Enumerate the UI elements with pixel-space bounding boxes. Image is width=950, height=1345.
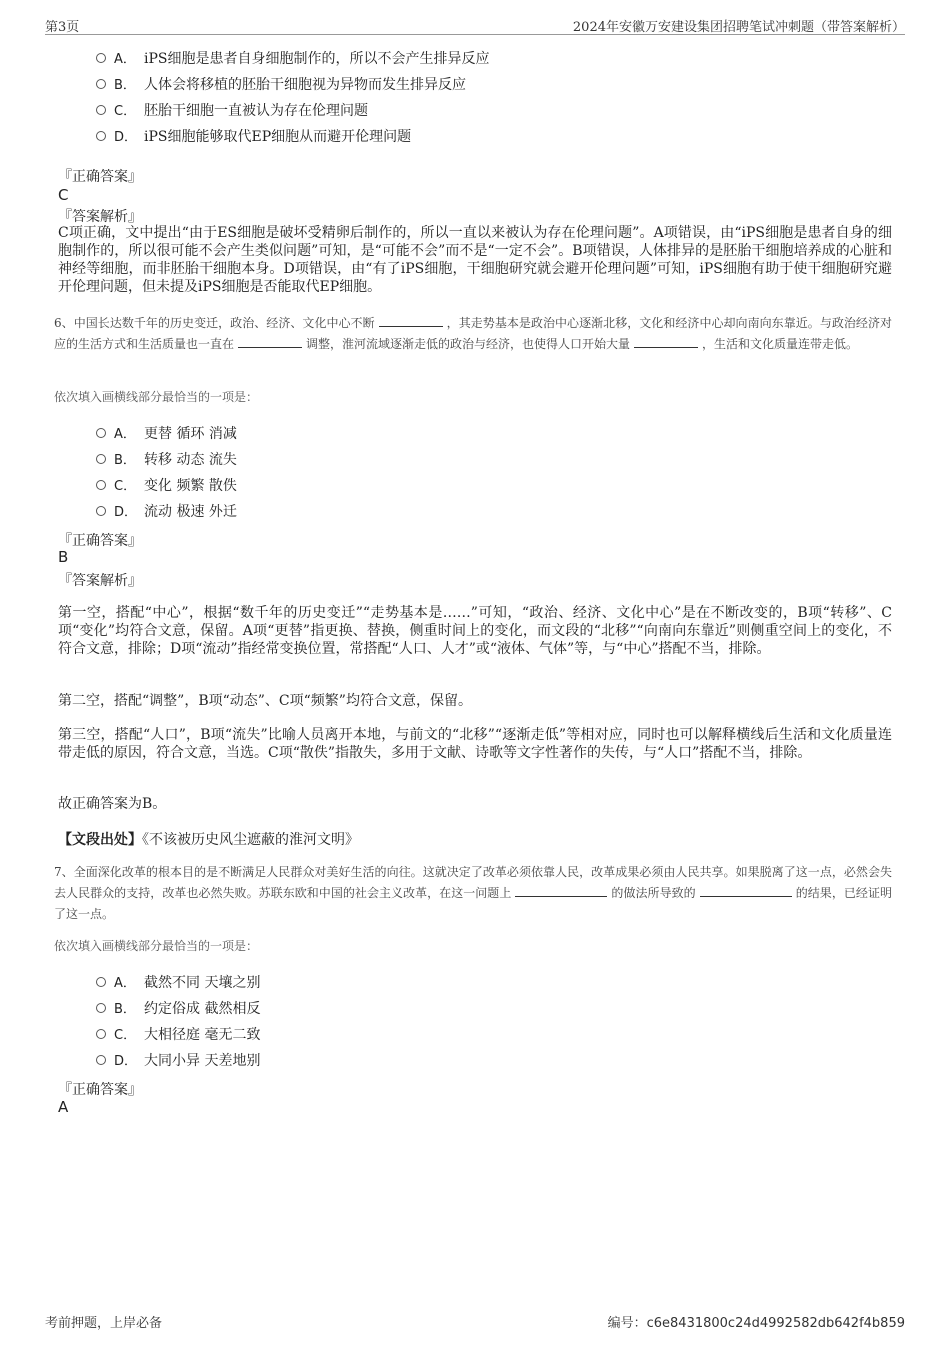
q6-analysis-para-1: 第一空，搭配“中心”，根据“数千年的历史变迁”“走势基本是……”可知，“政治、经济、文化中心”是在不断改变的，B项“转移”、C项“变化”均符合文意，保留。A项“更替”指更换、替换，侧重时间上的变化，而文段的“北移”“向南向东靠近”则侧重空间上的变化，不符合文意，排除；D项“流动”指经常变换位置，常搭配“人口、人才”或“液体、气体”等，与“中心”搭配不当，排除。 (58, 605, 892, 657)
q5-option-c[interactable]: C． 胚胎干细胞一直被认为存在伦理问题 (96, 100, 368, 122)
page-header (45, 14, 905, 35)
q6-answer: B (58, 548, 69, 566)
q5-option-d[interactable]: D． iPS细胞能够取代EP细胞从而避开伦理问题 (96, 126, 411, 148)
radio-icon[interactable] (96, 105, 106, 115)
q5-answer: C (58, 186, 69, 204)
q6-prompt: 依次填入画横线部分最恰当的一项是： (54, 390, 259, 404)
radio-icon[interactable] (96, 454, 106, 464)
q5-analysis: C项正确，文中提出“由于ES细胞是破坏受精卵后制作的，所以一直以来被认为存在伦理问题”。A项错误，由“iPS细胞是患者自身的细胞制作的，所以很可能不会产生类似问题”可知，是“可能不会”而不是“一定不会”。B项错误，人体排异的是胚胎干细胞培养成的心脏和神经等细胞，而非胚胎干细胞本身。D项错误，由“有了iPS细胞，干细胞研究就会避开伦理问题”可知，iPS细胞有助于使干细胞研究避开伦理问题，但未提及iPS细胞是否能取代EP细胞。 (58, 225, 892, 295)
q5-answer-label: 『正确答案』 (58, 169, 142, 185)
blank-line (238, 335, 302, 348)
q7-option-d[interactable]: D． 大同小异 天差地别 (96, 1050, 260, 1072)
source-title: 《不该被历史风尘遮蔽的淮河文明》 (142, 832, 359, 848)
q7-answer-label: 『正确答案』 (58, 1082, 142, 1098)
radio-icon[interactable] (96, 53, 106, 63)
radio-icon[interactable] (96, 1055, 106, 1065)
radio-icon[interactable] (96, 79, 106, 89)
blank-line (379, 314, 443, 327)
document-code: 编号：c6e8431800c24d4992582db642f4b859 (607, 1316, 905, 1331)
radio-icon[interactable] (96, 428, 106, 438)
q6-conclusion: 故正确答案为B。 (58, 796, 167, 812)
q5-option-b[interactable]: B． 人体会将移植的胚胎干细胞视为异物而发生排异反应 (96, 74, 466, 96)
q7-answer: A (58, 1098, 69, 1116)
blank-line (700, 884, 792, 897)
q6-option-d[interactable]: D． 流动 极速 外迁 (96, 501, 237, 523)
radio-icon[interactable] (96, 480, 106, 490)
q6-option-b[interactable]: B． 转移 动态 流失 (96, 449, 237, 471)
q6-analysis-label: 『答案解析』 (58, 573, 142, 589)
q7-option-a[interactable]: A． 截然不同 天壤之别 (96, 972, 260, 994)
q7-option-b[interactable]: B． 约定俗成 截然相反 (96, 998, 260, 1020)
q6-analysis-para-2: 第二空，搭配“调整”，B项“动态”、C项“频繁”均符合文意，保留。 (58, 693, 472, 709)
document-title: 2024年安徽万安建设集团招聘笔试冲刺题（带答案解析） (572, 20, 905, 35)
q5-option-a[interactable]: A． iPS细胞是患者自身细胞制作的，所以不会产生排异反应 (96, 48, 490, 70)
q5-analysis-label: 『答案解析』 (58, 209, 142, 225)
radio-icon[interactable] (96, 506, 106, 516)
blank-line (515, 884, 607, 897)
radio-icon[interactable] (96, 131, 106, 141)
radio-icon[interactable] (96, 1003, 106, 1013)
q6-answer-label: 『正确答案』 (58, 533, 142, 549)
footer-slogan: 考前押题，上岸必备 (45, 1316, 163, 1331)
radio-icon[interactable] (96, 1029, 106, 1039)
blank-line (634, 335, 698, 348)
q6-analysis-para-3: 第三空，搭配“人口”，B项“流失”比喻人员离开本地，与前文的“北移”“逐渐走低”等相对应，同时也可以解释横线后生活和文化质量连带走低的原因，符合文意，当选。C项“散佚”指散失，多用于文献、诗歌等文字性著作的失传，与“人口”搭配不当，排除。 (58, 727, 892, 761)
q6-source (58, 829, 359, 849)
q7-question-text: 7、全面深化改革的根本目的是不断满足人民群众对美好生活的向往。这就决定了改革必须依靠人民，改革成果必须由人民共享。如果脱离了这一点，必然会失去人民群众的支持，改革也必然失败。苏联东欧和中国的社会主义改革，在这一问题上 的做法所导致的 的结果，已经证明了这一点。 (54, 865, 892, 921)
radio-icon[interactable] (96, 977, 106, 987)
q6-option-c[interactable]: C． 变化 频繁 散佚 (96, 475, 237, 497)
q6-question-text: 6、中国长达数千年的历史变迁，政治、经济、文化中心不断 ，其走势基本是政治中心逐渐北移，文化和经济中心却向南向东靠近。与政治经济对应的生活方式和生活质量也一直在 调整，淮河流域逐渐走低的政治与经济，也使得人口开始大量 ，生活和文化质量连带走低。 (54, 316, 892, 351)
source-label: 【文段出处】 (58, 832, 142, 848)
page-number: 第3页 (45, 20, 80, 35)
q7-prompt: 依次填入画横线部分最恰当的一项是： (54, 939, 259, 953)
q7-option-c[interactable]: C． 大相径庭 毫无二致 (96, 1024, 260, 1046)
q6-option-a[interactable]: A． 更替 循环 消减 (96, 423, 237, 445)
